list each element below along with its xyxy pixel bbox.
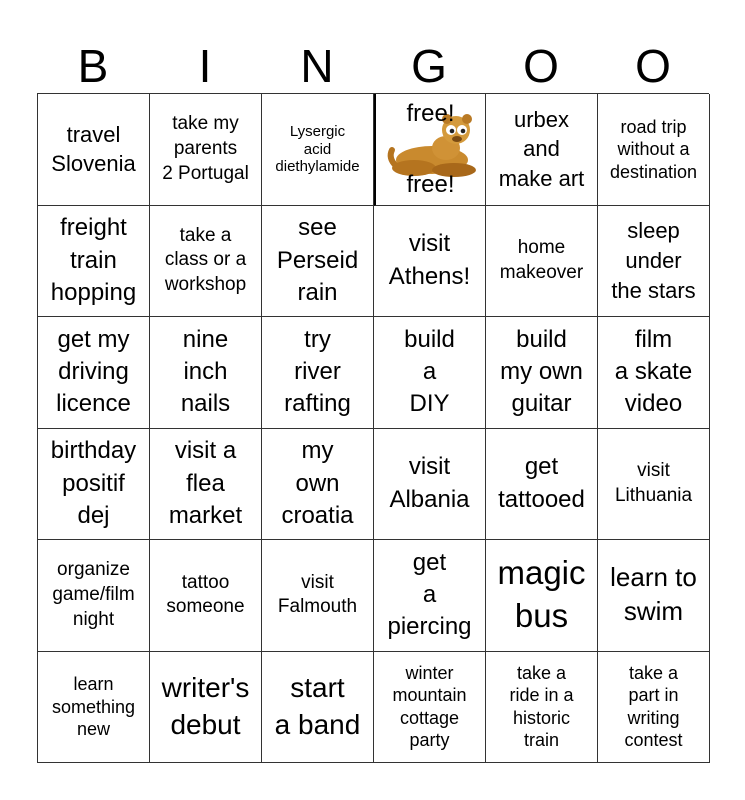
header-letter-o-2: O	[635, 40, 671, 92]
cell-text: learn to swim	[610, 562, 697, 627]
bingo-cell[interactable]	[486, 540, 598, 652]
bingo-cell[interactable]	[262, 94, 374, 206]
bingo-grid	[37, 93, 709, 763]
bingo-cell[interactable]	[486, 317, 598, 429]
bingo-cell[interactable]	[598, 206, 710, 318]
cell-text: my own croatia	[281, 437, 354, 529]
cell-text: get my driving licence	[56, 325, 131, 418]
bingo-cell[interactable]	[38, 652, 150, 764]
bingo-cell[interactable]	[38, 429, 150, 541]
header-letter-i: I	[198, 40, 212, 92]
bingo-cell[interactable]	[598, 652, 710, 764]
bingo-cell[interactable]	[262, 652, 374, 764]
bingo-cell[interactable]	[374, 652, 486, 764]
bingo-cell[interactable]	[598, 429, 710, 541]
bingo-cell[interactable]	[598, 317, 710, 429]
cell-text: winter mountain cottage party	[392, 662, 467, 751]
cell-text: take a class or a workshop	[164, 224, 247, 296]
cell-text: writer's debut	[161, 672, 250, 740]
cell-text: urbex and make art	[498, 106, 585, 192]
bingo-cell[interactable]	[150, 540, 262, 652]
cell-text: sleep under the stars	[611, 218, 696, 303]
cell-text: visit a flea market	[168, 437, 243, 529]
cell-text: freight train hopping	[50, 214, 137, 306]
bingo-cell[interactable]	[486, 206, 598, 318]
bingo-cell[interactable]	[38, 317, 150, 429]
bingo-cell[interactable]	[374, 206, 486, 318]
cell-text: tattoo someone	[166, 571, 245, 618]
cell-text: organize game/film night	[52, 559, 135, 630]
bingo-cell[interactable]	[38, 94, 150, 206]
cell-text: take a ride in a historic train	[509, 662, 574, 751]
cell-text: build a DIY	[404, 325, 455, 418]
cell-text: take my parents 2 Portugal	[162, 113, 249, 184]
header-letter-n: N	[300, 40, 334, 92]
bingo-cell[interactable]	[262, 540, 374, 652]
cell-text: nine inch nails	[180, 325, 231, 418]
bingo-cell[interactable]	[262, 317, 374, 429]
free-label-bottom: free!	[406, 170, 455, 198]
bingo-cell[interactable]	[374, 429, 486, 541]
cell-text: get a piercing	[387, 548, 472, 641]
cell-text: see Perseid rain	[276, 214, 359, 306]
bingo-cell[interactable]	[38, 206, 150, 318]
free-label-top: free!	[406, 100, 455, 127]
cell-text: take a part in writing contest	[624, 662, 683, 751]
bingo-cell[interactable]	[374, 540, 486, 652]
bingo-cell[interactable]	[38, 540, 150, 652]
bingo-cell[interactable]	[486, 94, 598, 206]
cell-text: travel Slovenia	[51, 121, 136, 177]
header-letter-b: B	[77, 40, 109, 92]
bingo-cell[interactable]	[598, 540, 710, 652]
cell-text: get tattooed	[498, 453, 585, 513]
cell-text: magic bus	[497, 554, 586, 635]
cell-text: visit Athens!	[388, 230, 471, 290]
cell-text: film a skate video	[614, 325, 693, 418]
bingo-cell[interactable]	[150, 317, 262, 429]
cell-text: Lysergic acid diethylamide	[275, 123, 360, 175]
bingo-cell[interactable]	[150, 429, 262, 541]
header-letter-g: G	[411, 40, 447, 92]
cell-text: start a band	[274, 672, 361, 740]
bingo-cell[interactable]	[150, 206, 262, 318]
cell-text: visit Lithuania	[614, 460, 693, 506]
cell-text: visit Falmouth	[277, 571, 358, 618]
cell-text: home makeover	[499, 237, 584, 283]
bingo-cell[interactable]	[262, 206, 374, 318]
bingo-cell[interactable]	[150, 652, 262, 764]
bingo-cell[interactable]	[374, 317, 486, 429]
free-space-cell[interactable]	[374, 94, 486, 206]
cell-text: visit Albania	[389, 453, 470, 513]
bingo-cell[interactable]	[486, 429, 598, 541]
bingo-cell[interactable]	[262, 429, 374, 541]
bingo-header	[37, 38, 709, 94]
bingo-cell[interactable]	[150, 94, 262, 206]
cell-text: build my own guitar	[500, 325, 583, 418]
cell-text: learn something new	[51, 674, 136, 739]
cell-text: try river rafting	[284, 325, 351, 418]
bingo-cell[interactable]	[486, 652, 598, 764]
cell-text: road trip without a destination	[609, 116, 698, 182]
cell-text: birthday positif dej	[50, 437, 137, 529]
bingo-cell[interactable]	[598, 94, 710, 206]
header-letter-o: O	[523, 40, 559, 92]
